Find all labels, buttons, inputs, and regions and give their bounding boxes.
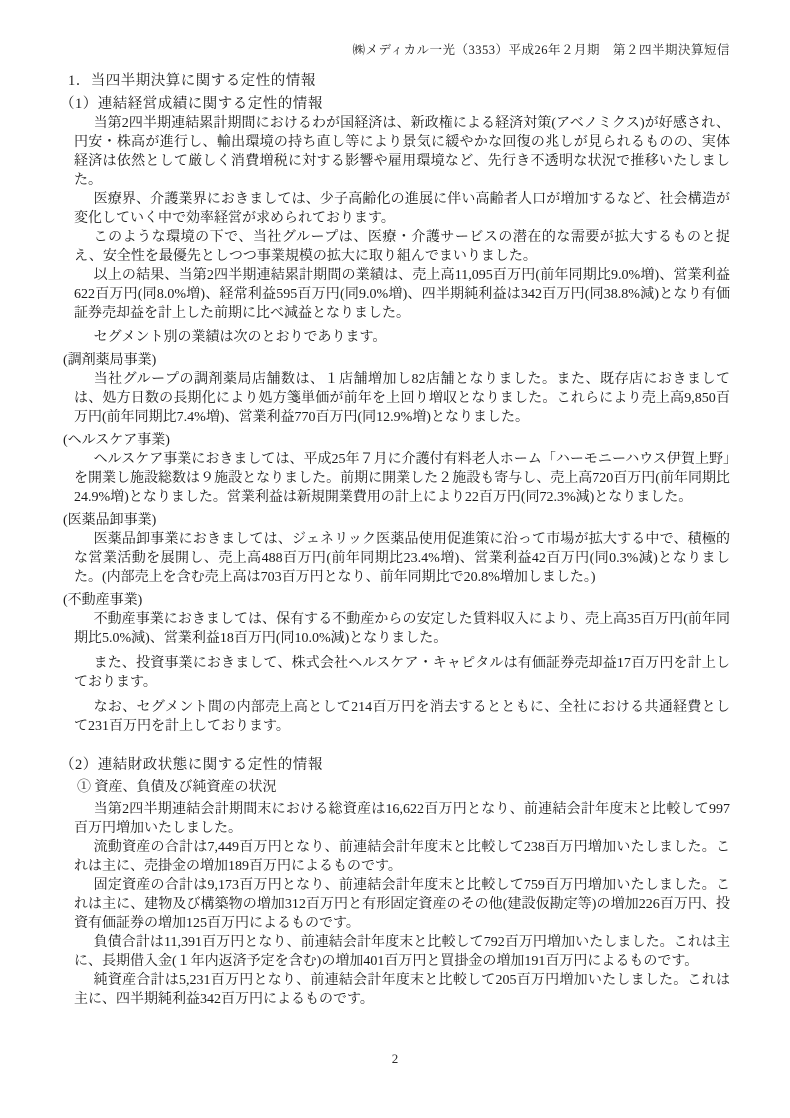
subsection-operating-results-title: （1）連結経営成績に関する定性的情報	[60, 96, 323, 112]
paragraph-industry: 医療界、介護業界におきましては、少子高齢化の進展に伴い高齢者人口が増加するなど、社会構造が変化していく中で効率経営が求められております。	[74, 192, 730, 226]
segment-heading-real-estate: (不動産事業)	[63, 593, 143, 608]
section-1-title: 1．当四半期決算に関する定性的情報	[68, 73, 316, 89]
segment-healthcare	[63, 431, 730, 507]
assets-liabilities-equity-title: ① 資産、負債及び純資産の状況	[77, 780, 277, 795]
note-intersegment-elimination: なお、セグメント間の内部売上高として214百万円を消去するとともに、全社における共通経費として231百万円を計上しております。	[74, 700, 730, 734]
segment-heading-pharmacy: (調剤薬局事業)	[63, 353, 157, 368]
segment-real-estate	[63, 591, 730, 648]
operating-results-body	[63, 114, 730, 736]
financial-position-body	[74, 800, 730, 1009]
segment-body-pharmacy: 当社グループの調剤薬局店舗数は、１店舗増加し82店舗となりました。また、既存店におきましては、処方日数の長期化により処方箋単価が前年を上回り増収となりました。これらにより売上高9,850百万円(前年同期比7.4%増)、営業利益770百万円(同12.9%増)となりました。	[74, 372, 730, 425]
paragraph-liabilities: 負債合計は11,391百万円となり、前連結会計年度末と比較して792百万円増加いたしました。これは主に、長期借入金(１年内返済予定を含む)の増加401百万円と買掛金の増加191百万円によるものです。	[74, 935, 730, 969]
paragraph-results-summary: 以上の結果、当第2四半期連結累計期間の業績は、売上高11,095百万円(前年同期比9.0%増)、営業利益622百万円(同8.0%増)、経常利益595百万円(同9.0%増)、四半期純利益は342百万円(同38.8%減)となり有価証券売却益を計上した前期に比べ減益となりました。	[74, 268, 730, 321]
segment-heading-wholesale: (医薬品卸事業)	[63, 513, 157, 528]
page-number: 2	[391, 1051, 399, 1066]
paragraph-net-assets: 純資産合計は5,231百万円となり、前連結会計年度末と比較して205百万円増加いたしました。これは主に、四半期純利益342百万円によるものです。	[74, 973, 730, 1007]
segment-body-real-estate: 不動産事業におきましては、保有する不動産からの安定した賃料収入により、売上高35百万円(前年同期比5.0%減)、営業利益18百万円(同10.0%減)となりました。	[74, 612, 730, 646]
note-investment-business: また、投資事業におきまして、株式会社ヘルスケア・キャピタルは有価証券売却益17百万円を計上しております。	[74, 656, 730, 690]
segment-intro: セグメント別の業績は次のとおりであります。	[93, 330, 387, 345]
paragraph-group-policy: このような環境の下で、当社グループは、医療・介護サービスの潜在的な需要が拡大するものと捉え、安全性を最優先としつつ事業規模の拡大に取り組んでまいりました。	[74, 230, 730, 264]
segment-body-healthcare: ヘルスケア事業におきましては、平成25年７月に介護付有料老人ホーム「ハーモニーハウス伊賀上野」を開業し施設総数は９施設となりました。前期に開業した２施設も寄与し、売上高720百万円(前年同期比24.9%増)となりました。営業利益は新規開業費用の計上により22百万円(同72.3%減)となりました。	[74, 452, 730, 505]
segment-pharmacy	[63, 351, 730, 427]
paragraph-fixed-assets: 固定資産の合計は9,173百万円となり、前連結会計年度末と比較して759百万円増加いたしました。これは主に、建物及び構築物の増加312百万円と有形固定資産のその他(建設仮勘定等)の増加226百万円、投資有価証券の増加125百万円によるものです。	[74, 878, 730, 931]
segment-body-wholesale: 医薬品卸事業におきましては、ジェネリック医薬品使用促進策に沿って市場が拡大する中で、積極的な営業活動を展開し、売上高488百万円(前年同期比23.4%増)、営業利益42百万円(同0.3%減)となりました。(内部売上を含む売上高は703百万円となり、前年同期比で20.8%増加しました。)	[74, 532, 730, 585]
segment-heading-healthcare: (ヘルスケア事業)	[63, 433, 170, 448]
paragraph-current-assets: 流動資産の合計は7,449百万円となり、前連結会計年度末と比較して238百万円増加いたしました。これは主に、売掛金の増加189百万円によるものです。	[74, 840, 730, 874]
document-header: ㈱メディカル一光（3353）平成26年２月期 第２四半期決算短信	[352, 43, 730, 57]
paragraph-economy: 当第2四半期連結累計期間におけるわが国経済は、新政権による経済対策(アベノミクス)が好感され、円安・株高が進行し、輸出環境の持ち直し等により景気に緩やかな回復の兆しが見られるものの、実体経済は依然として厳しく消費増税に対する影響や雇用環境など、先行き不透明な状況で推移いたしました。	[74, 116, 730, 188]
paragraph-total-assets: 当第2四半期連結会計期間末における総資産は16,622百万円となり、前連結会計年度末と比較して997百万円増加いたしました。	[74, 802, 730, 836]
subsection-financial-position-title: （2）連結財政状態に関する定性的情報	[60, 757, 323, 773]
segment-wholesale	[63, 511, 730, 587]
